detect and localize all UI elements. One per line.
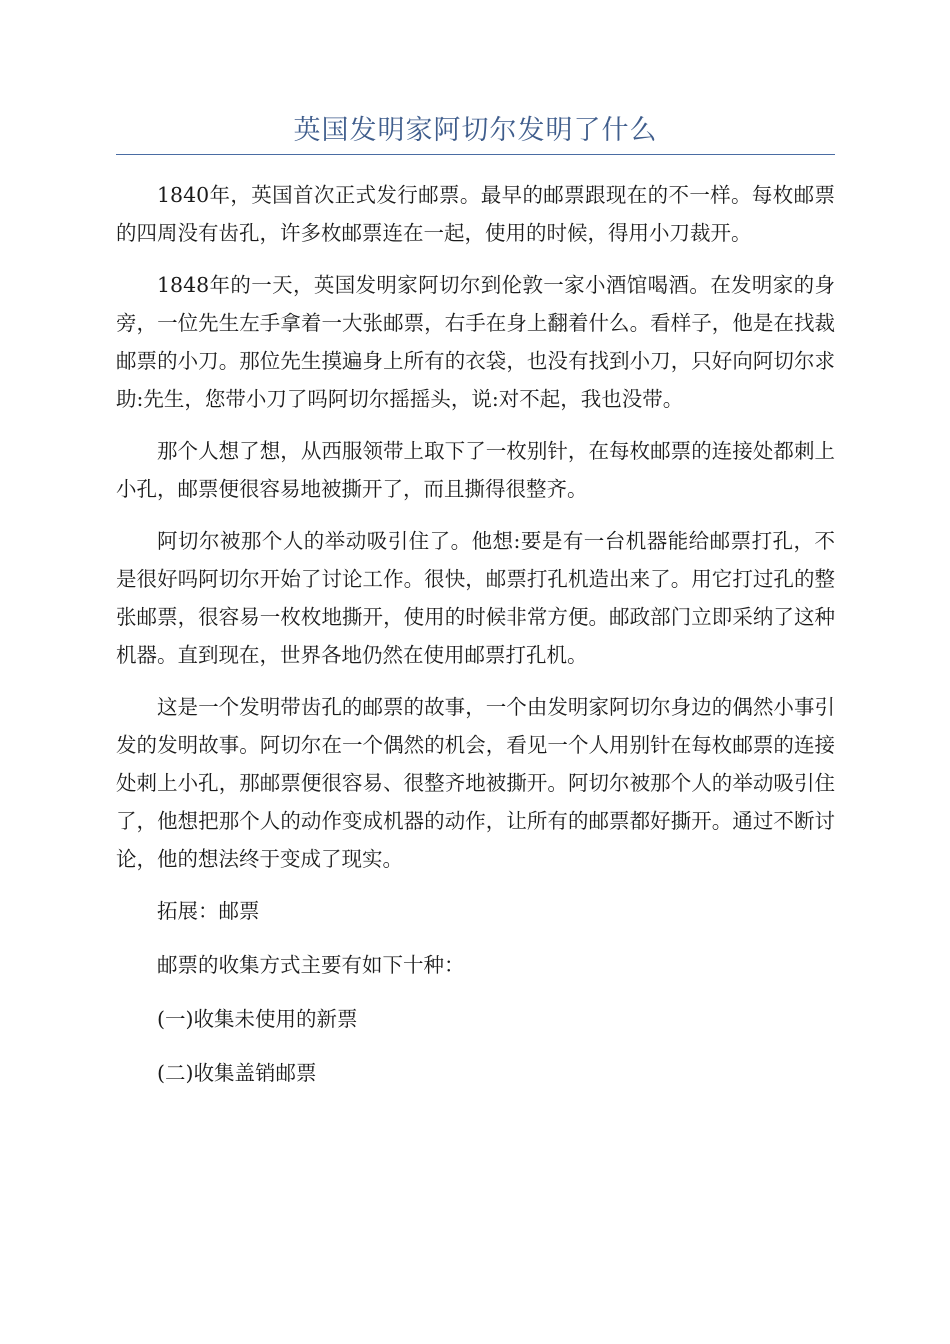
extension-heading: 拓展：邮票 <box>157 899 260 923</box>
paragraph-3: 那个人想了想，从西服领带上取下了一枚别针，在每枚邮票的连接处都刺上小孔，邮票便很容易地被撕开了，而且撕得很整齐。 <box>116 439 835 501</box>
document-body <box>116 176 835 1108</box>
paragraph-4: 阿切尔被那个人的举动吸引住了。他想:要是有一台机器能给邮票打孔，不是很好吗阿切尔开始了讨论工作。很快，邮票打孔机造出来了。用它打过孔的整张邮票，很容易一枚枚地撕开，使用的时候非常方便。邮政部门立即采纳了这种机器。直到现在，世界各地仍然在使用邮票打孔机。 <box>116 529 835 667</box>
paragraph-2: 1848年的一天，英国发明家阿切尔到伦敦一家小酒馆喝酒。在发明家的身旁，一位先生左手拿着一大张邮票，右手在身上翻着什么。看样子，他是在找裁邮票的小刀。那位先生摸遍身上所有的衣袋，也没有找到小刀，只好向阿切尔求助:先生，您带小刀了吗阿切尔摇摇头，说:对不起，我也没带。 <box>116 273 835 411</box>
collection-intro: 邮票的收集方式主要有如下十种： <box>157 953 465 977</box>
collection-item-1: (一)收集未使用的新票 <box>157 1007 358 1031</box>
paragraph-1: 1840年，英国首次正式发行邮票。最早的邮票跟现在的不一样。每枚邮票的四周没有齿孔，许多枚邮票连在一起，使用的时候，得用小刀裁开。 <box>116 183 835 245</box>
title-underline <box>116 154 835 155</box>
collection-item-2: (二)收集盖销邮票 <box>157 1061 317 1085</box>
document-title: 英国发明家阿切尔发明了什么 <box>293 115 658 146</box>
paragraph-5: 这是一个发明带齿孔的邮票的故事，一个由发明家阿切尔身边的偶然小事引发的发明故事。阿切尔在一个偶然的机会，看见一个人用别针在每枚邮票的连接处刺上小孔，那邮票便很容易、很整齐地被撕开。阿切尔被那个人的举动吸引住了，他想把那个人的动作变成机器的动作，让所有的邮票都好撕开。通过不断讨论，他的想法终于变成了现实。 <box>116 695 835 871</box>
